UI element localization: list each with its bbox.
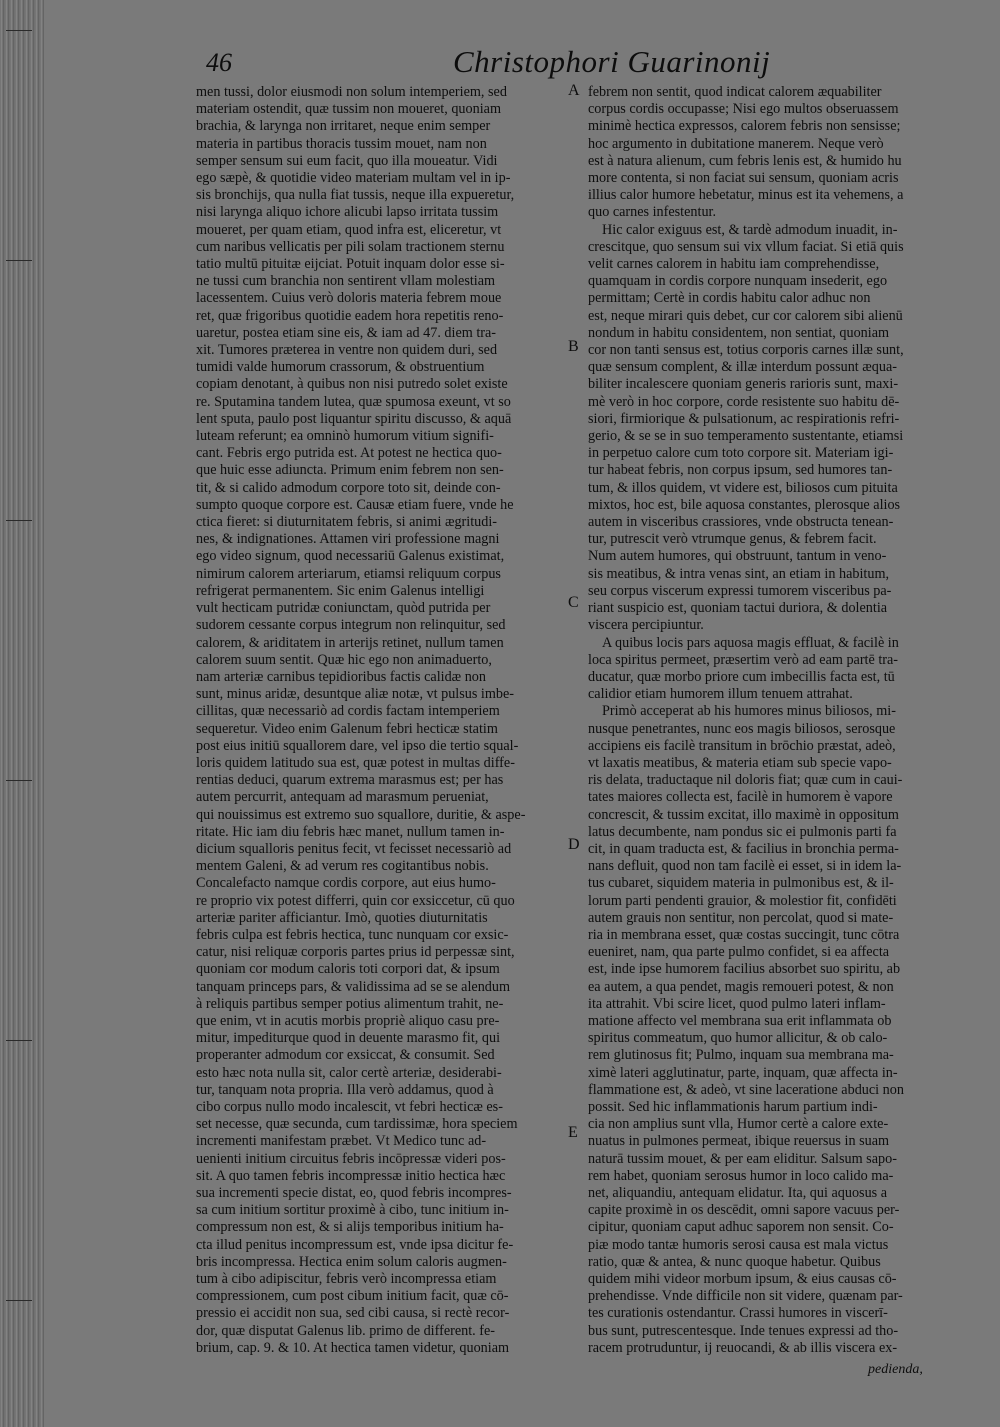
text-line: nans defluit, quod non tam facilè ei esset, si in idem la-: [588, 858, 902, 875]
text-line: latus decumbente, nam pondus sic ei pulmonis parti fa: [588, 823, 897, 840]
text-line: Num autem humores, qui obstruunt, tantum in veno-: [588, 548, 887, 565]
text-line: ne tussi cum branchia non sentirent vllam molestiam: [196, 273, 496, 290]
text-line: ret, quæ frigoribus quotidie eadem hora repetitis reno-: [196, 307, 504, 324]
text-line: cor non tanti sensus est, totius corporis carnes illæ sunt,: [588, 342, 904, 359]
margin-marker-b: B: [568, 338, 579, 355]
text-line: possit. Sed hic inflammationis harum partium indi-: [588, 1098, 878, 1115]
text-line: nisi larynga aliquo ichore alicubi lapso irritata tussim: [196, 204, 499, 221]
text-line: biliter incalescere quoniam generis rarioris sunt, maxi-: [588, 376, 899, 393]
text-line: autem grauis non sentitur, non percolat, quod si mate-: [588, 909, 894, 926]
text-line: ritate. Hic iam diu febris hæc manet, nullum tamen in-: [196, 823, 505, 840]
text-line: dicium squalloris penitus fecit, vt fecisset necessariò ad: [196, 840, 512, 857]
text-line: nondum in habitu considentem, non sentiat, quoniam: [588, 324, 890, 341]
text-line: loris quidem latitudo sua est, quæ potest in multas diffe-: [196, 754, 515, 771]
text-line: lorum parti pendenti grauior, & molestior fit, confidēti: [588, 892, 897, 909]
text-line: sunt, minus aridæ, desuntque aliæ notæ, vt pulsus imbe-: [196, 686, 515, 703]
running-head: Christophori Guarinonij: [453, 44, 771, 79]
text-line: refrigerat permanentem. Sic enim Galenus intelligi: [196, 582, 485, 599]
text-line: sa cum initium sortitur proximè à cibo, tunc initium in-: [196, 1202, 509, 1219]
text-line: tur habeat febris, non corpus ipsum, sed humores tan-: [588, 462, 893, 479]
text-line: cibo corpus nullo modo incalescit, vt febri hecticæ es-: [196, 1098, 503, 1115]
text-line: mè verò in hoc corpore, corde resistente suo habitu dē-: [588, 393, 900, 410]
text-line: mitur, impediturque quod in deuente marasmo fit, qui: [196, 1030, 501, 1047]
text-line: materiam ostendit, quæ tussim non moueret, quoniam: [196, 101, 501, 118]
text-line: loca spiritus permeet, præsertim verò ad eam partē tra-: [588, 651, 899, 668]
text-line: ratio, quæ & antea, & nunc quoque habetur. Quibus: [588, 1253, 881, 1270]
text-line: cipitur, quoniam caput adhuc saporem non sensit. Co-: [588, 1219, 894, 1236]
text-line: lacessentem. Cuius verò doloris materia febrem moue: [196, 290, 502, 307]
text-line: que enim, vt in acutis morbis propriè aliquo casu pre-: [196, 1012, 500, 1029]
left-text-column: [196, 84, 564, 1357]
text-line: febris culpa est febris hectica, tunc nunquam cor exsic-: [196, 926, 509, 943]
margin-marker-d: D: [568, 836, 580, 853]
text-line: illius calor humore hebetatur, minus est ita vehemens, a: [588, 187, 904, 204]
text-line: concrescit, & tussim excitat, illo maximè in oppositum: [588, 806, 899, 823]
text-line: dor, quæ disputat Galenus lib. primo de different. fe-: [196, 1322, 496, 1339]
text-line: uaretur, postea etiam sine eis, & iam ad 47. diem tra-: [196, 324, 497, 341]
text-line: tes curationis ostendantur. Crassi humores in viscerī-: [588, 1305, 888, 1322]
text-line: rem glutinosus fit; Pulmo, inquam sua membrana ma-: [588, 1047, 894, 1064]
text-line: re. Sputamina tandem lutea, quæ spumosa exeunt, vt so: [196, 393, 511, 410]
text-line: calorem suum sentit. Quæ hic ego non animaduerto,: [196, 651, 492, 668]
text-line: ducatur, quæ morbo priore cum imbecillis facta est, tū: [588, 668, 895, 685]
text-line: luteam referunt; ea omninò humorum vitium signifi-: [196, 428, 494, 445]
text-line: est, inde ipse humorem facilius absorbet suo spiritu, ab: [588, 961, 901, 978]
text-line: nusque penetrantes, nunc eos magis biliosos, serosque: [588, 720, 896, 737]
text-line: men tussi, dolor eiusmodi non solum intemperiem, sed: [196, 84, 507, 100]
text-line: lent sputa, paulo post liquantur spiritu discusso, & aquā: [196, 410, 512, 427]
text-line: cit, in quam traducta est, & facilius in bronchia perma-: [588, 840, 899, 857]
text-line: incrementi manifestam præbet. Vt Medico tunc ad-: [196, 1133, 487, 1150]
text-line: ego sæpè, & quotidie video materiam multam vel in ip-: [196, 170, 511, 187]
text-line: racem protruduntur, ij reuocandi, & ab illis viscera ex-: [588, 1339, 898, 1356]
text-line: nes, & indignationes. Attamen viri professione magni: [196, 531, 500, 548]
text-line: sua incrementi specie distat, eo, quod febris incompres-: [196, 1185, 512, 1201]
text-line: compressionem, cum post cibum initium facit, quæ cō-: [196, 1288, 509, 1305]
text-line: gerio, & se se in suo temperamento sustentante, etiamsi: [588, 428, 904, 445]
text-line: sumpto quoque corpore est. Causæ etiam fuere, vnde he: [196, 496, 514, 513]
text-line: Hic calor exiguus est, & tardè admodum inuadit, in-: [602, 221, 898, 238]
text-line: sudorem cessante corpus integrum non relinquitur, sed: [196, 617, 506, 634]
text-line: tatio multū pituitæ eijciat. Potuit inquam dolor esse si-: [196, 256, 505, 273]
text-line: calidior etiam humorem illum tenuem attrahat.: [588, 686, 853, 703]
text-line: copiam denotant, à quibus non nisi putredo solet existe: [196, 376, 508, 393]
text-line: tus cubaret, siquidem materia in pulmonibus est, & il-: [588, 875, 894, 892]
text-line: sit. A quo tamen febris incompressæ initio hectica hæc: [196, 1167, 506, 1184]
text-line: capite proximè in os descēdit, omni sapore vacuus per-: [588, 1202, 900, 1219]
text-line: velit carnes calorem in habitu iam comprehendisse,: [588, 256, 880, 273]
text-line: que huic esse adiuncta. Primum enim febrem non sen-: [196, 462, 504, 479]
text-line: cia non amplius sunt vlla, Humor certè a calore exte-: [588, 1116, 889, 1133]
text-line: more contenta, si non faciat sui sensum, quoniam acris: [588, 170, 899, 187]
text-line: permittam; Certè in cordis habitu calor adhuc non: [588, 290, 871, 307]
text-line: uenienti initium circuitus febris incōpressæ videri pos-: [196, 1150, 506, 1167]
margin-marker-a: A: [568, 82, 580, 99]
text-line: sis meatibus, & intra venas sint, an etiam in habitum,: [588, 565, 890, 582]
text-line: mentem Galeni, & ad verum res cogitantibus nobis.: [196, 858, 489, 875]
text-line: quidem mihi videor morbum ipsum, & eius causas cō-: [588, 1271, 897, 1288]
text-line: est à natura alienum, cum febris lenis est, & humido hu: [588, 152, 902, 169]
text-line: accipiens eis facilè transitum in brōchio præstat, adeò,: [588, 737, 896, 754]
text-line: piæ modo tantæ humoris serosi causa est mala victus: [588, 1236, 889, 1253]
text-line: viscera percipiuntur.: [588, 617, 704, 634]
text-line: hoc argumento in dubitatione manerem. Neque verò: [588, 135, 884, 152]
text-line: siori, firmiorique & pulsationum, ac respirationis refri-: [588, 410, 900, 427]
text-line: autem in visceribus crassiores, vnde obstructa tenean-: [588, 514, 894, 531]
text-line: calorem, & ariditatem in arterijs retinet, nullum tamen: [196, 634, 504, 651]
text-line: ria in membrana esset, quæ costas succingit, tunc cōtra: [588, 926, 900, 943]
text-line: xit. Tumores præterea in ventre non quidem duri, sed: [196, 342, 498, 359]
text-line: cum naribus vellicatis per pili solam tractionem sternu: [196, 238, 505, 255]
text-line: cta illud penitus incompressum est, vnde ipsa dicitur fe-: [196, 1236, 514, 1253]
text-line: mixtos, hoc est, bile aquosa constantes, plerosque alios: [588, 496, 901, 513]
text-line: post eius initiū squallorem dare, vel ipso die tertio squal-: [196, 737, 519, 754]
text-line: ea autem, a qua pendet, magis remoueri potest, & non: [588, 978, 894, 995]
text-line: vt laxatis meatibus, & materia etiam sub specie vapo-: [588, 754, 892, 771]
text-line: Primò acceperat ab his humores minus biliosos, mi-: [602, 703, 896, 720]
text-line: crescitque, quo sensum sui vix vllum faciat. Si etiā quis: [588, 238, 904, 255]
text-line: ego video signum, quod necessariū Galenus existimat,: [196, 548, 505, 565]
text-line: cillitas, quæ necessariò ad cordis factam intemperiem: [196, 703, 500, 720]
text-line: est, neque mirari quis debet, cur cor calorem sibi alienū: [588, 307, 903, 324]
text-line: riant suspicio est, quoniam tactui duriora, & dolentia: [588, 600, 888, 617]
margin-marker-c: C: [568, 594, 579, 611]
text-line: minimè hectica expressos, calorem febris non sensisse;: [588, 118, 901, 135]
text-line: naturā tussim mouet, & per eam eliditur. Salsum sapo-: [588, 1150, 897, 1167]
text-line: rem habet, quoniam serosus humor in loco calido ma-: [588, 1167, 894, 1184]
text-line: semper sensum sui eum facit, quo illa moueatur. Vidi: [196, 152, 498, 169]
text-line: tit, & si calido admodum corpore toto sit, deinde con-: [196, 479, 501, 496]
text-line: tur, tanquam nota propria. Illa verò addamus, quod à: [196, 1081, 494, 1098]
text-line: tanquam princeps pars, & validissima ad se se alendum: [196, 978, 511, 995]
page-number: 46: [206, 48, 232, 77]
text-line: moueret, per quam etiam, quod infra est, eliceretur, vt: [196, 221, 502, 238]
text-line: rentias deduci, quarum extrema marasmus est; per has: [196, 772, 504, 789]
text-line: à reliquis partibus semper potius alimentum trahit, ne-: [196, 995, 504, 1012]
text-line: nam arteriæ carnibus tepidioribus factis calidæ non: [196, 668, 486, 685]
margin-marker-e: E: [568, 1124, 578, 1141]
text-line: tum à cibo adipiscitur, febris verò incompressa etiam: [196, 1271, 497, 1288]
text-line: qui nouissimus est extremo suo squallore, duritie, & aspe-: [196, 806, 526, 823]
text-line: tates maiores collecta est, facilè in humorem è vapore: [588, 789, 893, 806]
text-line: febrem non sentit, quod indicat calorem æquabiliter: [588, 84, 882, 100]
text-line: eueniret, nam, qua parte pulmo confidet, si ea affecta: [588, 944, 890, 961]
text-line: flammatione est, & adeò, vt sine laceratione abduci non: [588, 1081, 904, 1098]
text-line: bus sunt, putrescentesque. Inde tenues expressi ad tho-: [588, 1322, 899, 1339]
text-line: cant. Febris ergo putrida est. At potest ne hectica quo-: [196, 445, 502, 462]
text-line: catur, nisi reliquæ corporis partes prius id perpessæ sint,: [196, 944, 515, 961]
text-line: arteriæ pariter afficiantur. Imò, quoties diuturnitatis: [196, 909, 488, 926]
text-line: tumidi valde humorum crassorum, & obstruentium: [196, 359, 485, 376]
text-line: quoniam cor modum caloris toti corpori dat, & ipsum: [196, 961, 500, 978]
text-line: sequeretur. Video enim Galenum febri hecticæ statim: [196, 720, 498, 737]
text-line: in perpetuo calore cum toto corpore sit. Materiam igi-: [588, 445, 894, 462]
text-line: corpus cordis occupasse; Nisi ego multos obseruassem: [588, 101, 899, 118]
text-line: pressio ei accidit non sua, sed cibi causa, si rectè recor-: [196, 1305, 510, 1322]
text-line: materia in partibus thoracis tussim mouet, nam non: [196, 135, 487, 152]
text-line: quæ sensum complent, & illæ interdum possunt æqua-: [588, 359, 897, 376]
text-line: nuatus in pulmones permeat, ibique reuersus in suam: [588, 1133, 890, 1150]
text-line: ctica fieret: si diuturnitatem febris, si animi ægritudi-: [196, 514, 498, 531]
text-line: ximè lateri agglutinatur, parte, inquam, quæ affecta in-: [588, 1064, 898, 1081]
text-line: spiritus commeatum, quo humor allicitur, & ob calo-: [588, 1030, 888, 1047]
text-line: ris delata, traductaque nil doloris fiat; quæ cum in caui-: [588, 772, 903, 789]
text-line: esto hæc nota nulla sit, calor certè arteriæ, desiderabi-: [196, 1064, 502, 1081]
text-line: nimirum calorem arteriarum, etiamsi reliquum corpus: [196, 565, 501, 582]
text-line: bris incompressa. Hectica enim solum caloris augmen-: [196, 1253, 507, 1270]
text-line: re proprio vix potest differri, quin cor exsiccetur, cū quo: [196, 892, 515, 909]
text-line: properanter admodum cor exsiccat, & consumit. Sed: [196, 1047, 495, 1064]
text-line: seu corpus viscerum expressi tumorem visceribus pa-: [588, 582, 892, 599]
text-line: tur, putrescit verò vtrumque genus, & febrem facit.: [588, 531, 877, 548]
right-text-column: [588, 84, 960, 1357]
text-line: autem percurrit, antequam ad marasmum perueniat,: [196, 789, 489, 806]
text-line: ita attrahit. Vbi scire licet, quod pulmo lateri inflam-: [588, 995, 886, 1012]
text-line: brachia, & larynga non irritaret, neque enim semper: [196, 118, 491, 135]
text-line: A quibus locis pars aquosa magis effluat, & facilè in: [602, 634, 899, 651]
text-line: quamquam in cordis corpore nunquam insederit, ego: [588, 273, 888, 290]
text-line: quo carnes infestentur.: [588, 204, 717, 221]
catchword: pedienda,: [868, 1362, 923, 1377]
binding-gutter: [0, 0, 44, 1427]
text-line: brium, cap. 9. & 10. At hectica tamen videtur, quoniam: [196, 1339, 510, 1356]
text-line: net, aliquandiu, antequam elidatur. Ita, qui aquosus a: [588, 1185, 888, 1201]
text-line: prehendisse. Vnde difficile non sit videre, quænam par-: [588, 1288, 903, 1305]
text-line: vult hecticam putridæ coniunctam, quòd putrida per: [196, 600, 491, 617]
page-header: [198, 42, 968, 82]
text-line: tum, & illos quidem, vt videre est, biliosos cum pituita: [588, 479, 898, 496]
text-line: sis bronchijs, qua nulla fiat tussis, neque illa expueretur,: [196, 187, 515, 204]
text-line: Concalefacto namque cordis corpore, aut eius humo-: [196, 875, 496, 892]
text-line: matione affecto vel membrana sua erit inflammata ob: [588, 1012, 892, 1029]
text-line: compressum non est, & si alijs temporibus initium ha-: [196, 1219, 504, 1236]
text-line: set necesse, quæ secunda, cum tardissimæ, hora speciem: [196, 1116, 518, 1133]
